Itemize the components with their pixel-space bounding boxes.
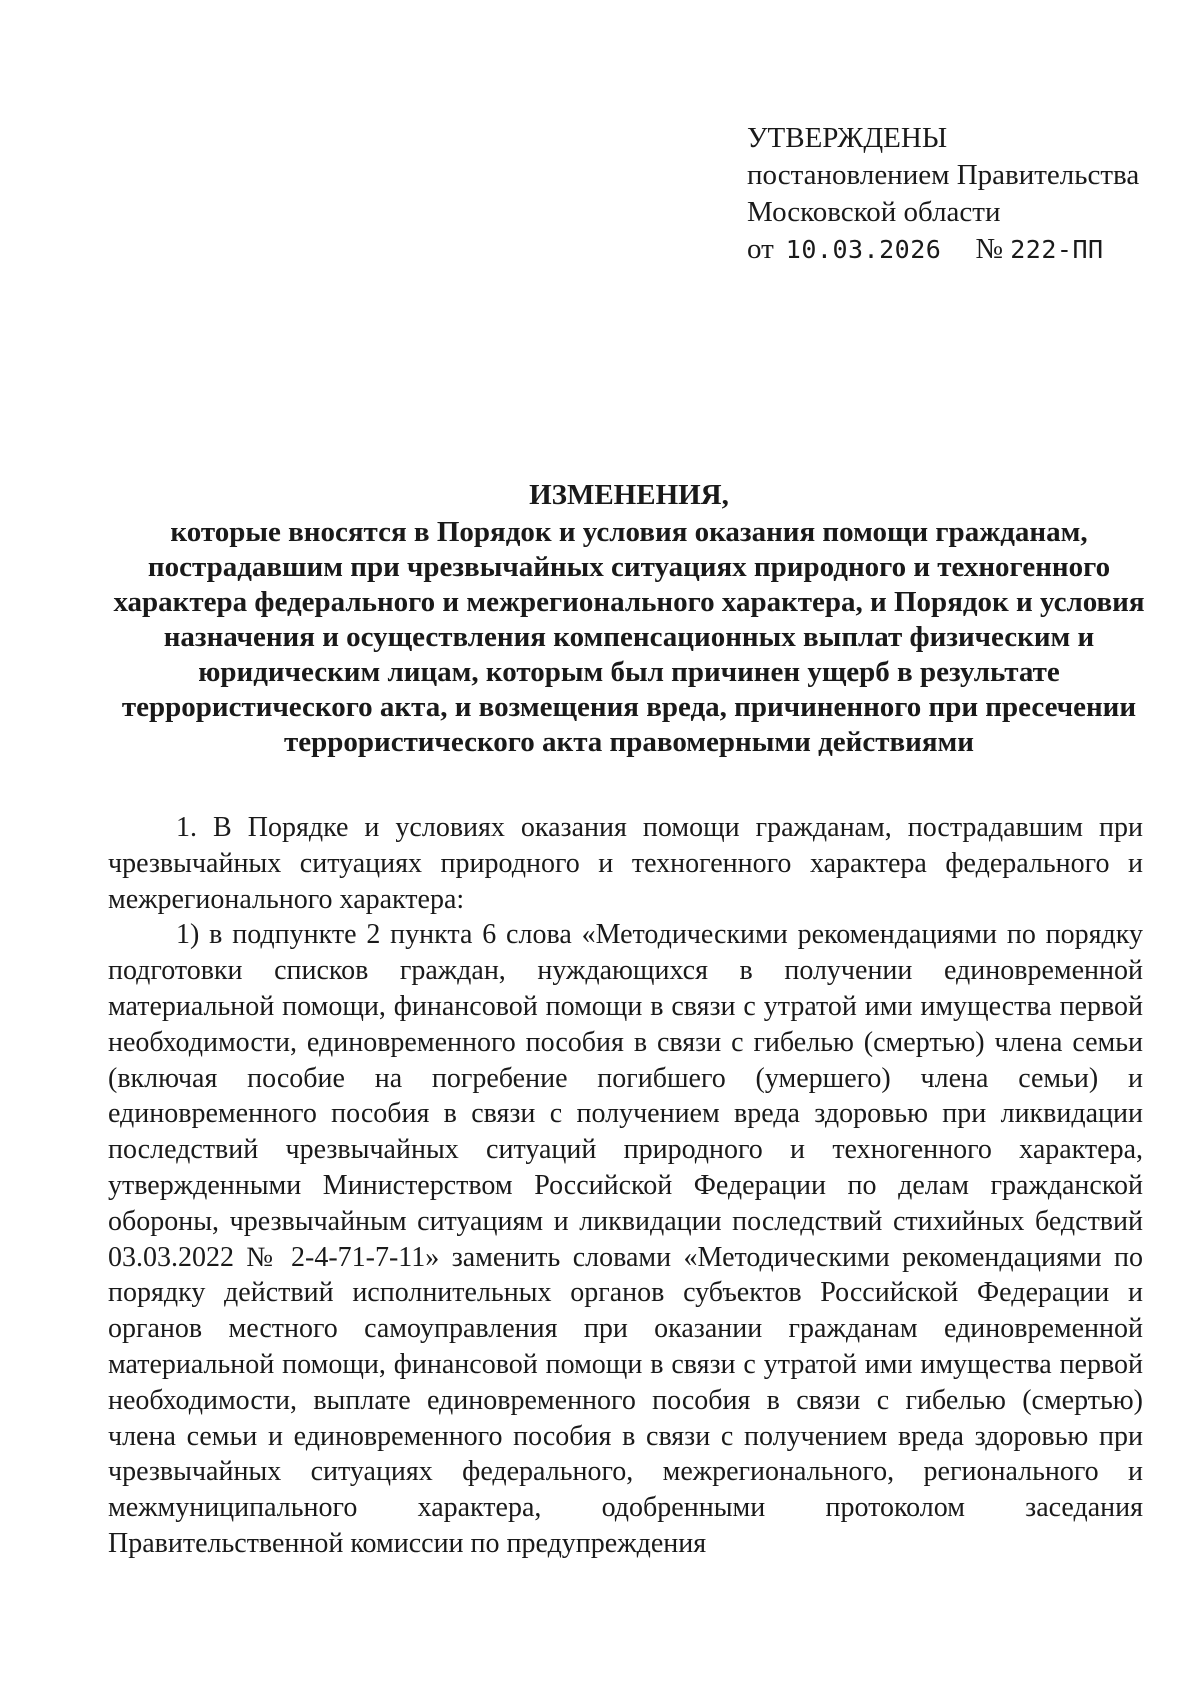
- document-title: ИЗМЕНЕНИЯ,: [529, 479, 729, 511]
- heading-line: юридическим лицам, которым был причинен ущерб в результате: [198, 656, 1060, 688]
- approval-title: УТВЕРЖДЕНЫ: [747, 122, 948, 154]
- approval-date-line: [747, 231, 1167, 268]
- heading-line: пострадавшим при чрезвычайных ситуациях природного и техногенного: [147, 551, 1111, 583]
- document-heading: [100, 478, 1158, 760]
- document-body: [108, 810, 1143, 1562]
- approval-region: Московской области: [747, 196, 1001, 228]
- heading-line: назначения и осуществления компенсационных выплат физическим и: [163, 621, 1095, 653]
- paragraph-1: 1. В Порядке и условиях оказания помощи гражданам, пострадавшим при чрезвычайных ситуациях природного и техногенного характера федерального и межрегионального характера:: [108, 812, 1143, 915]
- heading-line: террористического акта, и возмещения вреда, причиненного при пресечении: [121, 691, 1137, 723]
- date-prefix: от: [747, 233, 774, 265]
- number-prefix: №: [975, 233, 1003, 265]
- approval-date: 10.03.2026: [785, 235, 942, 264]
- approval-stamp: [747, 120, 1167, 268]
- heading-line: характера федерального и межрегионального характера, и Порядок и условия: [113, 586, 1145, 618]
- paragraph-1-subitem-1: 1) в подпункте 2 пункта 6 слова «Методическими рекомендациями по порядку подготовки списков граждан, нуждающихся в получении единовременной материальной помощи, финансовой помощи в связи с утратой ими имущества первой необходимости, единовременного пособия в связи с гибелью (смертью) члена семьи (включая пособие на погребение погибшего (умершего) члена семьи) и единовременного пособия в связи с получением вреда здоровью при ликвидации последствий чрезвычайных ситуаций природного и техногенного характера, утвержденными Министерством Российской Федерации по делам гражданской обороны, чрезвычайным ситуациям и ликвидации последствий стихийных бедствий 03.03.2022 № 2-4-71-7-11» заменить словами «Методическими рекомендациями по порядку действий исполнительных органов субъектов Российской Федерации и органов местного самоуправления при оказании гражданам единовременной материальной помощи, финансовой помощи в связи с утратой ими имущества первой необходимости, выплате единовременного пособия в связи с гибелью (смертью) члена семьи и единовременного пособия в связи с получением вреда здоровью при чрезвычайных ситуациях федерального, межрегионального, регионального и межмуниципального характера, одобренными протоколом заседания Правительственной комиссии по предупреждения: [108, 919, 1143, 1559]
- approval-number: 222-ПП: [1010, 235, 1104, 264]
- heading-line: которые вносятся в Порядок и условия оказания помощи гражданам,: [170, 516, 1088, 548]
- approval-authority: постановлением Правительства: [747, 159, 1140, 191]
- heading-line: террористического акта правомерными действиями: [283, 726, 975, 758]
